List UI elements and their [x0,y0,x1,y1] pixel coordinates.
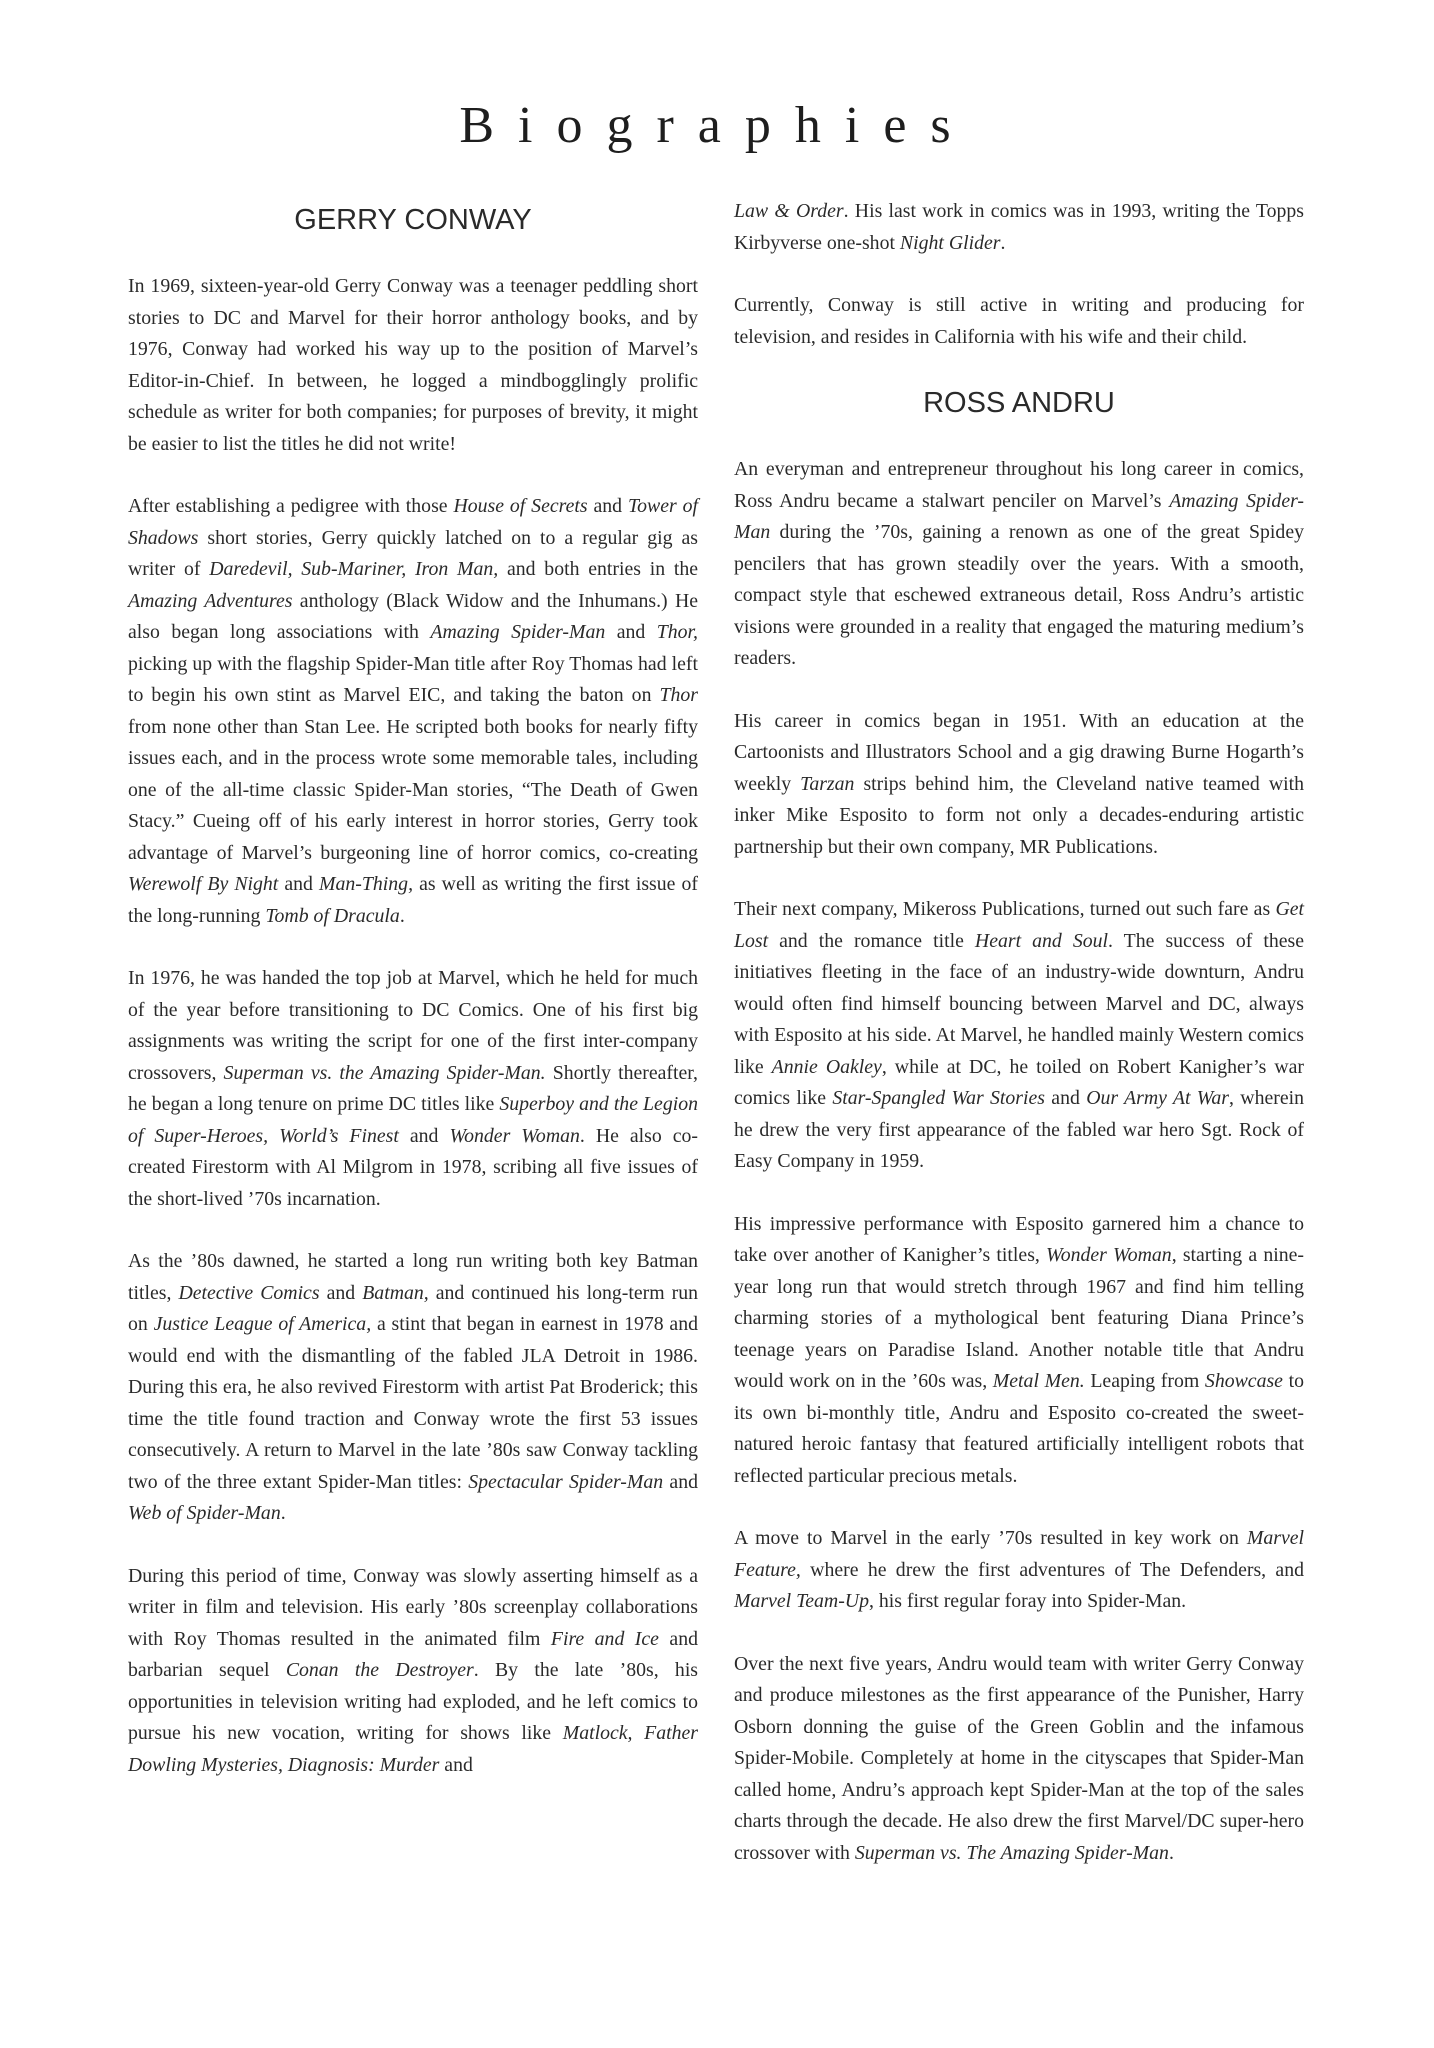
andru-paragraph-5: A move to Marvel in the early ’70s resulted in key work on Marvel Feature, where he drew the first adventures of The Defenders, and Marvel Team-Up, his first regular foray into Spider-Man. [734,1527,1304,1612]
conway-paragraph-5-start: During this period of time, Conway was slowly asserting himself as a writer in film and television. His early ’80s screenplay collaborations with Roy Thomas resulted in the animated film Fire and Ice and barbarian sequel Conan the Destroyer. By the late ’80s, his opportunities in television writing had exploded, and he left comics to pursue his new vocation, writing for shows like Matlock, Father Dowling Mysteries, Diagnosis: Murder and [128,1564,699,1776]
andru-paragraph-6: Over the next five years, Andru would team with writer Gerry Conway and produce milestones as the first appearance of the Punisher, Harry Osborn donning the guise of the Green Goblin and the infamous Spider-Mobile. Completely at home in the cityscapes that Spider-Man called home, Andru’s approach kept Spider-Man at the top of the sales charts through the decade. He also drew the first Marvel/DC super-hero crossover with Superman vs. The Amazing Spider-Man. [734,1652,1304,1864]
andru-paragraph-2: His career in comics began in 1951. With an education at the Cartoonists and Illustrators School and a gig drawing Burne Hogarth’s weekly Tarzan strips behind him, the Cleveland native teamed with inker Mike Esposito to form not only a decades-enduring artistic partnership but their own company, MR Publications. [734,709,1304,858]
andru-paragraph-4: His impressive performance with Esposito garnered him a chance to take over another of Kanigher’s titles, Wonder Woman, starting a nine-year long run that would stretch through 1967 and find him telling charming stories of a mythological bent featuring Diana Prince’s teenage years on Paradise Island. Another notable title that Andru would work on in the ’60s was, Metal Men. Leaping from Showcase to its own bi-monthly title, Andru and Esposito co-created the sweet-natured heroic fantasy that featured artificially intelligent robots that reflected particular precious metals. [734,1212,1305,1487]
right-column [734,196,1304,1900]
conway-paragraph-3: In 1976, he was handed the top job at Marvel, which he held for much of the year before transitioning to DC Comics. One of his first big assignments was writing the script for one of the first inter-company crossovers, Superman vs. the Amazing Spider-Man. Shortly thereafter, he began a long tenure on prime DC titles like Superboy and the Legion of Super-Heroes, World’s Finest and Wonder Woman. He also co-created Firestorm with Al Milgrom in 1978, scribing all five issues of the short-lived ’70s incarnation. [128,967,699,1210]
left-column [128,196,698,1812]
andru-paragraph-1: An everyman and entrepreneur throughout his long career in comics, Ross Andru became a stalwart penciler on Marvel’s Amazing Spider-Man during the ’70s, gaining a renown as one of the great Spidey pencilers that has grown steadily over the years. With a smooth, compact style that eschewed extraneous detail, Ross Andru’s artistic visions were grounded in a reality that engaged the maturing medium’s readers. [734,458,1304,669]
conway-paragraph-2: After establishing a pedigree with those House of Secrets and Tower of Shadows short stories, Gerry quickly latched on to a regular gig as writer of Daredevil, Sub-Mariner, Iron Man, and both entries in the Amazing Adventures anthology (Black Widow and the Inhumans.) He also began long associations with Amazing Spider-Man and Thor, picking up with the flagship Spider-Man title after Roy Thomas had left to begin his own stint as Marvel EIC, and taking the baton on Thor from none other than Stan Lee. He scripted both books for nearly fifty issues each, and in the process wrote some memorable tales, including one of the all-time classic Spider-Man stories, “The Death of Gwen Stacy.” Cueing off of his early interest in horror stories, Gerry took advantage of Marvel’s burgeoning line of horror comics, co-creating Werewolf By Night and Man-Thing, as well as writing the first issue of the long-running Tomb of Dracula. [128,495,699,927]
page-title: Biographies [459,97,975,154]
conway-paragraph-1: In 1969, sixteen-year-old Gerry Conway was a teenager peddling short stories to DC and Marvel for their horror anthology books, and by 1976, Conway had worked his way up to the position of Marvel’s Editor-in-Chief. In between, he logged a mindbogglingly prolific schedule as writer for both companies; for purposes of brevity, it might be easier to list the titles he did not write! [128,275,698,455]
andru-paragraph-3: Their next company, Mikeross Publications, turned out such fare as Get Lost and the romance title Heart and Soul. The success of these initiatives fleeting in the face of an industry-wide downturn, Andru would often find himself bouncing between Marvel and DC, always with Esposito at his side. At Marvel, he handled mainly Western comics like Annie Oakley, while at DC, he toiled on Robert Kanigher’s war comics like Star-Spangled War Stories and Our Army At War, wherein he drew the very first appearance of the fabled war hero Sgt. Rock of Easy Company in 1959. [734,898,1305,1172]
conway-paragraph-5-end: Law & Order. His last work in comics was in 1993, writing the Topps Kirbyverse one-shot Night Glider. [734,200,1304,254]
conway-heading: GERRY CONWAY [294,204,532,236]
conway-paragraph-6: Currently, Conway is still active in writing and producing for television, and resides in California with his wife and their child. [734,294,1304,348]
conway-paragraph-4: As the ’80s dawned, he started a long run writing both key Batman titles, Detective Comics and Batman, and continued his long-term run on Justice League of America, a stint that began in earnest in 1978 and would end with the dismantling of the fabled JLA Detroit in 1986. During this era, he also revived Firestorm with artist Pat Broderick; this time the title found traction and Conway wrote the first 53 issues consecutively. A return to Marvel in the late ’80s saw Conway tackling two of the three extant Spider-Man titles: Spectacular Spider-Man and Web of Spider-Man. [128,1250,698,1524]
andru-heading: ROSS ANDRU [923,387,1115,419]
